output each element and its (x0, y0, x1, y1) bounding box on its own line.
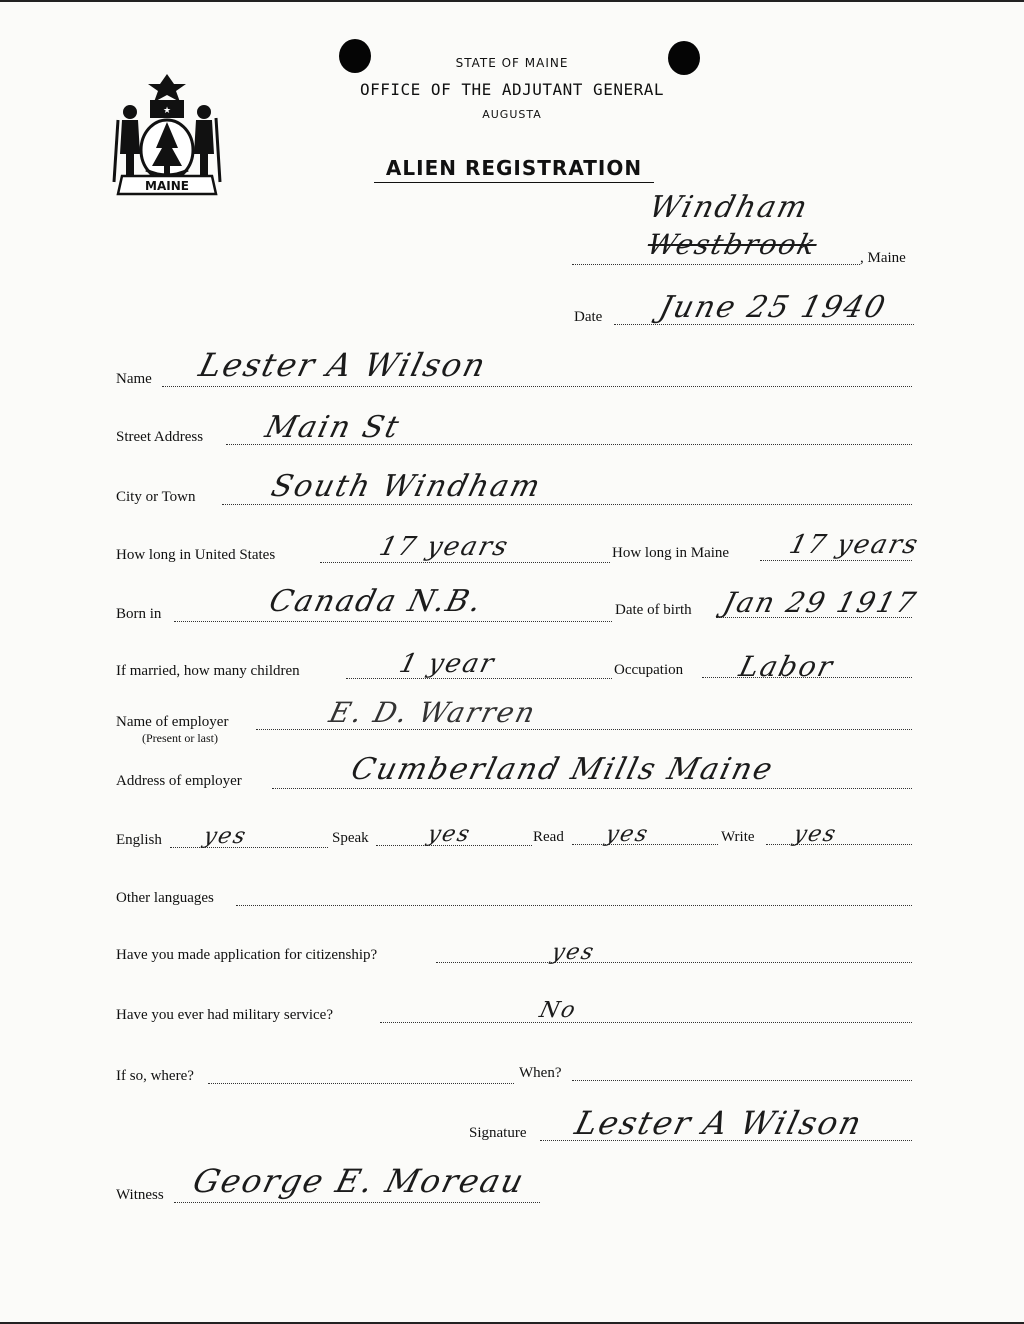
witness-label: Witness (116, 1187, 164, 1203)
state-label: , Maine (860, 250, 906, 266)
read-label: Read (533, 829, 564, 845)
occupation-label: Occupation (614, 662, 684, 678)
employer-value: E. D. Warren (325, 696, 541, 729)
other-languages-line (236, 905, 912, 906)
employer-address-value: Cumberland Mills Maine (347, 752, 778, 787)
us-duration-label: How long in United States (116, 547, 276, 563)
citizenship-line (436, 962, 912, 963)
city-label: City or Town (116, 489, 196, 505)
speak-value: yes (424, 822, 474, 847)
city-value: South Windham (267, 469, 546, 504)
employer-address-label: Address of employer (116, 773, 242, 789)
svg-text:★: ★ (162, 106, 172, 116)
name-value: Lester A Wilson (195, 346, 491, 384)
other-languages-label: Other languages (116, 890, 214, 906)
citizenship-value: yes (548, 940, 598, 965)
write-value: yes (790, 822, 840, 847)
date-label: Date (574, 309, 603, 325)
name-label: Name (116, 371, 152, 387)
signature-value: Lester A Wilson (571, 1104, 867, 1142)
read-value: yes (602, 822, 652, 847)
born-label: Born in (116, 606, 162, 622)
witness-line (174, 1202, 540, 1203)
maine-duration-value: 17 years (786, 530, 923, 560)
when-label: When? (519, 1065, 562, 1081)
english-line (170, 847, 328, 848)
military-line (380, 1022, 912, 1023)
employer-label: Name of employer (116, 714, 229, 730)
header-office: OFFICE OF THE ADJUTANT GENERAL (360, 80, 664, 99)
signature-label: Signature (469, 1125, 527, 1141)
dob-label: Date of birth (615, 602, 692, 618)
city-line (222, 504, 912, 505)
form-title: ALIEN REGISTRATION (374, 156, 654, 183)
street-label: Street Address (116, 429, 204, 445)
witness-value: George E. Moreau (189, 1162, 530, 1200)
english-value: yes (200, 824, 250, 849)
children-value: 1 year (396, 649, 499, 679)
when-line (572, 1080, 912, 1081)
us-duration-value: 17 years (376, 532, 513, 562)
date-value: June 25 1940 (655, 290, 891, 325)
maine-duration-label: How long in Maine (612, 545, 730, 561)
dob-value: Jan 29 1917 (719, 586, 921, 619)
speak-label: Speak (332, 830, 369, 846)
header-city: AUGUSTA (482, 108, 542, 121)
street-value: Main St (261, 410, 405, 445)
seal-banner-text: MAINE (145, 179, 189, 193)
employer-line (256, 729, 912, 730)
occupation-value: Labor (735, 650, 838, 683)
where-label: If so, where? (116, 1068, 194, 1084)
employer-sublabel: (Present or last) (142, 731, 218, 745)
header-state: STATE OF MAINE (455, 56, 569, 70)
military-value: No (536, 998, 580, 1023)
name-line (162, 386, 912, 387)
write-line (766, 844, 912, 845)
citizenship-label: Have you made application for citizenship? (116, 947, 378, 963)
maine-duration-line (760, 560, 912, 561)
employer-address-line (272, 788, 912, 789)
write-label: Write (721, 829, 755, 845)
english-label: English (116, 832, 162, 848)
us-duration-line (320, 562, 610, 563)
town-handwritten: Windham (645, 190, 813, 225)
where-line (208, 1083, 514, 1084)
town-struck-handwritten: Westbrook (643, 228, 821, 261)
military-label: Have you ever had military service? (116, 1007, 333, 1023)
born-value: Canada N.B. (265, 584, 487, 619)
born-line (174, 621, 612, 622)
town-line (572, 264, 860, 265)
children-label: If married, how many children (116, 663, 300, 679)
